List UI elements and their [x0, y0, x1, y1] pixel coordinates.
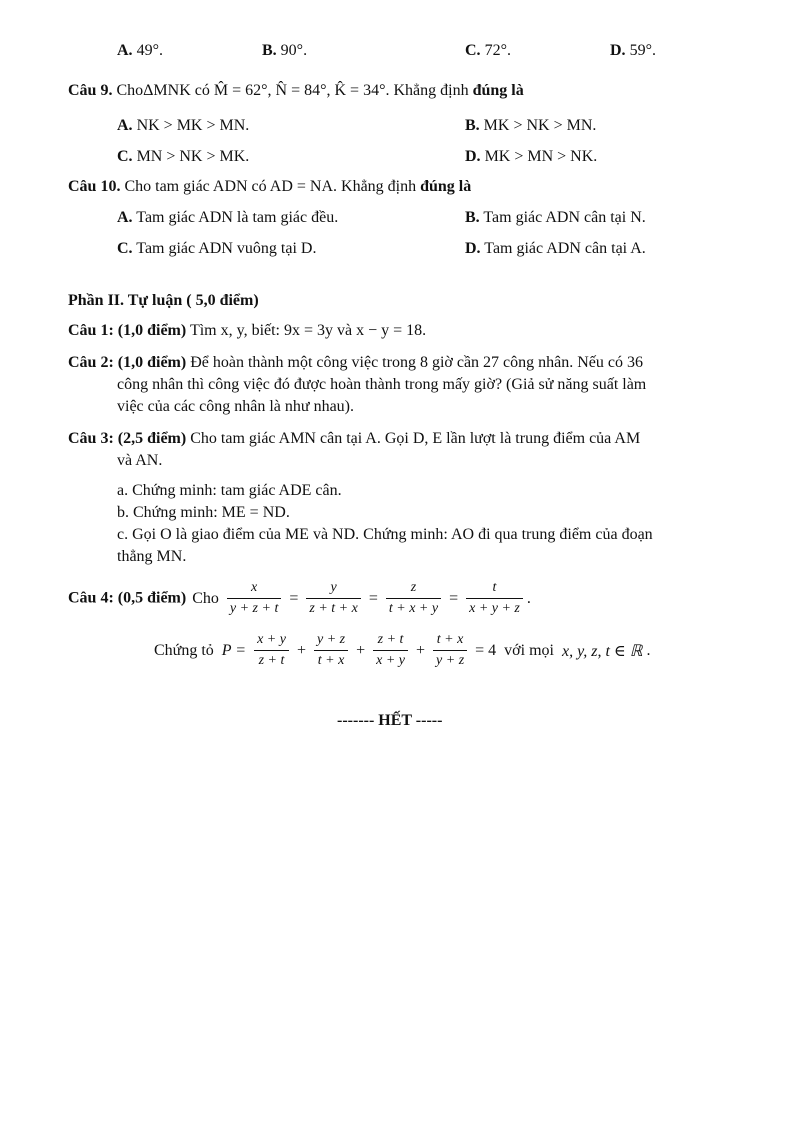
c2-label: Câu 2: (1,0 điểm): [68, 354, 187, 371]
q9-option-d: D. MK > MN > NK.: [465, 148, 598, 165]
q10-option-c: C. Tam giác ADN vuông tại D.: [117, 240, 317, 257]
ratio-fraction-3: $\frac{z}{t + x + y}$: [386, 580, 441, 617]
essay-question-3-part-c-line2: thẳng MN.: [117, 548, 187, 565]
for-all-text: với mọi: [504, 641, 554, 659]
q8-option-c: C. 72°.: [465, 42, 511, 59]
q8-option-d: D. 59°.: [610, 42, 656, 59]
p-fraction-4: $\frac{t + x}{y + z}$: [433, 632, 467, 669]
ratio-fraction-2: $\frac{y}{z + t + x}$: [306, 580, 360, 617]
p-fraction-2: $\frac{y + z}{t + x}$: [314, 632, 348, 669]
q9-question: [68, 82, 524, 100]
part2-heading: Phần II. Tự luận ( 5,0 điểm): [68, 292, 259, 309]
q9-prefix: Cho: [116, 82, 144, 99]
q8-option-a: A. 49°.: [117, 42, 163, 59]
q9-option-a: A. NK > MK > MN.: [117, 117, 250, 134]
c3-label: Câu 3: (2,5 điểm): [68, 430, 187, 447]
q10-option-d: D. Tam giác ADN cân tại A.: [465, 240, 646, 257]
p-fraction-3: $\frac{z + t}{x + y}$: [373, 632, 408, 669]
c4-prove-prefix: Chứng tỏ: [154, 641, 214, 659]
end-mark: ------- HẾT -----: [337, 712, 443, 729]
c1-text: Tìm x, y, biết: 9x = 3y và x − y = 18.: [189, 322, 427, 339]
ratio-fraction-4: $\frac{t}{x + y + z}$: [466, 580, 523, 617]
q9-suffix: . Khẳng định: [385, 82, 469, 99]
variable-set: x, y, z, t ∈ ℝ: [561, 642, 643, 660]
q9-angles: M̂ = 62°, N̂ = 84°, K̂ = 34°: [213, 82, 386, 99]
q9-triangle: ΔMNK: [143, 82, 191, 99]
q9-label: Câu 9.: [68, 82, 113, 99]
q10-label: Câu 10.: [68, 178, 121, 195]
essay-question-3-line2: và AN.: [117, 452, 163, 469]
essay-question-3-part-a: a. Chứng minh: tam giác ADE cân.: [117, 482, 342, 499]
essay-question-1: [68, 322, 426, 340]
q9-option-c: C. MN > NK > MK.: [117, 148, 250, 165]
essay-question-3-part-c-line1: c. Gọi O là giao điểm của ME và ND. Chứng minh: AO đi qua trung điểm của đoạn: [117, 526, 653, 543]
p-expression-label: P =: [221, 641, 247, 659]
c4-prefix: Cho: [192, 589, 219, 607]
p-fraction-1: $\frac{x + y}{z + t}$: [254, 632, 289, 669]
c4-label: Câu 4: (0,5 điểm): [68, 589, 187, 607]
ratio-fraction-1: $\frac{x}{y + z + t}$: [227, 580, 281, 617]
q9-bold-end: đúng là: [472, 82, 524, 99]
q10-option-b: B. Tam giác ADN cân tại N.: [465, 209, 646, 226]
c1-label: Câu 1: (1,0 điểm): [68, 322, 187, 339]
q10-bold-end: đúng là: [420, 178, 472, 195]
essay-question-3-part-b: b. Chứng minh: ME = ND.: [117, 504, 290, 521]
essay-question-2-line3: việc của các công nhân là như nhau).: [117, 398, 355, 415]
p-result: = 4: [475, 641, 497, 659]
essay-question-2-line1: Câu 2: (1,0 điểm) Để hoàn thành một công việc trong 8 giờ cần 27 công nhân. Nếu có 36: [68, 354, 644, 371]
q8-option-b: B. 90°.: [262, 42, 308, 59]
q10-text: Cho tam giác ADN có AD = NA. Khẳng định: [124, 178, 417, 195]
q9-option-b: B. MK > NK > MN.: [465, 117, 597, 134]
essay-question-2-line2: công nhân thì công việc đó được hoàn thành trong mấy giờ? (Giả sử năng suất làm: [117, 376, 647, 393]
q10-option-a: A. Tam giác ADN là tam giác đều.: [117, 209, 339, 226]
essay-question-4: Câu 4: (0,5 điểm) Cho $\frac{x}{y + z + t}$ = $\frac{y}{z + t + x}$ = $\frac{z}{t + x + y}$ = $\frac{t}{x + y + z}$ .: [68, 580, 531, 616]
q10-question: [68, 178, 471, 196]
q9-mid: có: [194, 82, 210, 99]
essay-question-3-line1: Câu 3: (2,5 điểm) Cho tam giác AMN cân tại A. Gọi D, E lần lượt là trung điểm của AM: [68, 430, 641, 447]
essay-question-4-prove: Chứng tỏ P = $\frac{x + y}{z + t}$ + $\frac{y + z}{t + x}$ + $\frac{z + t}{x + y}$ + $\frac{t + x}{y + z}$ = 4 với mọi x, y, z, t ∈ ℝ .: [154, 632, 651, 668]
